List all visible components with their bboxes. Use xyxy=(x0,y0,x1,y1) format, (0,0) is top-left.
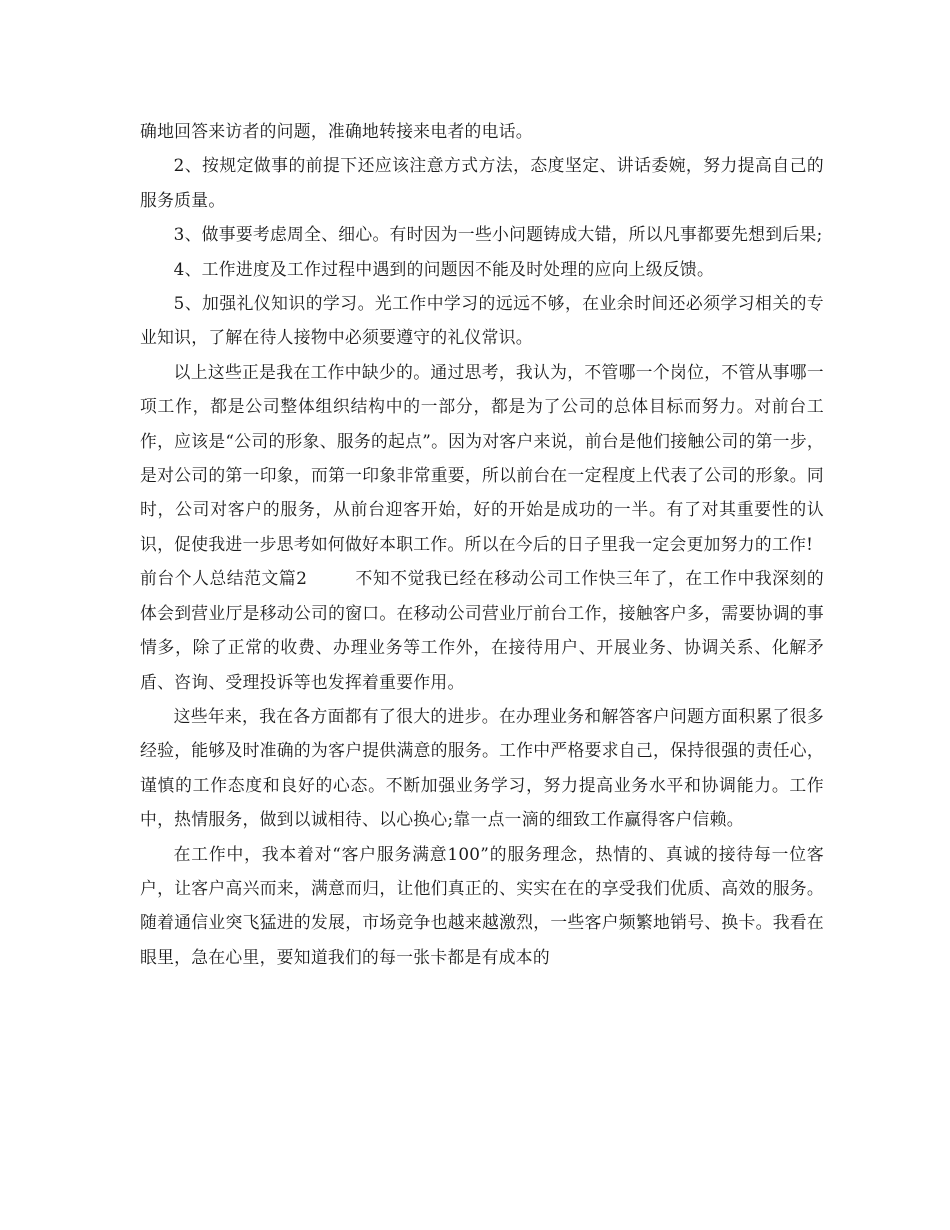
paragraph: 以上这些正是我在工作中缺少的。通过思考，我认为，不管哪一个岗位，不管从事哪一项工作，都是公司整体组织结构中的一部分，都是为了公司的总体目标而努力。对前台工作，应该是“公司的形象、服务的起点”。因为对客户来说，前台是他们接触公司的第一步，是对公司的第一印象，而第一印象非常重要，所以前台在一定程度上代表了公司的形象。同时，公司对客户的服务，从前台迎客开始，好的开始是成功的一半。有了对其重要性的认识，促使我进一步思考如何做好本职工作。所以在今后的日子里我一定会更加努力的工作! xyxy=(140,361,824,554)
section-heading: 前台个人总结范文篇2 xyxy=(140,568,308,589)
document-body xyxy=(140,114,824,974)
paragraph: 4、工作进度及工作过程中遇到的问题因不能及时处理的应向上级反馈。 xyxy=(173,258,715,279)
paragraph: 3、做事要考虑周全、细心。有时因为一些小问题铸成大错，所以凡事都要先想到后果; xyxy=(173,224,823,245)
paragraph: 在工作中，我本着对“客户服务满意100”的服务理念，热情的、真诚的接待每一位客户，让客户高兴而来，满意而归，让他们真正的、实实在在的享受我们优质、高效的服务。随着通信业突飞猛进的发展，市场竞争也越来越激烈，一些客户频繁地销号、换卡。我看在眼里，急在心里，要知道我们的每一张卡都是有成本的 xyxy=(140,843,824,967)
paragraph: 5、加强礼仪知识的学习。光工作中学习的远远不够，在业余时间还必须学习相关的专业知识，了解在待人接物中必须要遵守的礼仪常识。 xyxy=(140,293,824,348)
section-paragraph xyxy=(140,561,824,699)
paragraph: 这些年来，我在各方面都有了很大的进步。在办理业务和解答客户问题方面积累了很多经验，能够及时准确的为客户提供满意的服务。工作中严格要求自己，保持很强的责任心，谨慎的工作态度和良好的心态。不断加强业务学习，努力提高业务水平和协调能力。工作中，热情服务，做到以诚相待、以心换心;靠一点一滴的细致工作赢得客户信赖。 xyxy=(140,705,824,830)
section-first-text: 不知不觉我已经在移动公司工作快三年了，在工作中我深刻的体会到营业厅是移动公司的窗口。在移动公司营业厅前台工作，接触客户多，需要协调的事情多，除了正常的收费、办理业务等工作外，在接待用户、开展业务、协调关系、化解矛盾、咨询、受理投诉等也发挥着重要作用。 xyxy=(140,568,824,692)
paragraph: 2、按规定做事的前提下还应该注意方式方法，态度坚定、讲话委婉，努力提高自己的服务质量。 xyxy=(140,155,824,210)
paragraph: 确地回答来访者的问题，准确地转接来电者的电话。 xyxy=(140,121,533,141)
